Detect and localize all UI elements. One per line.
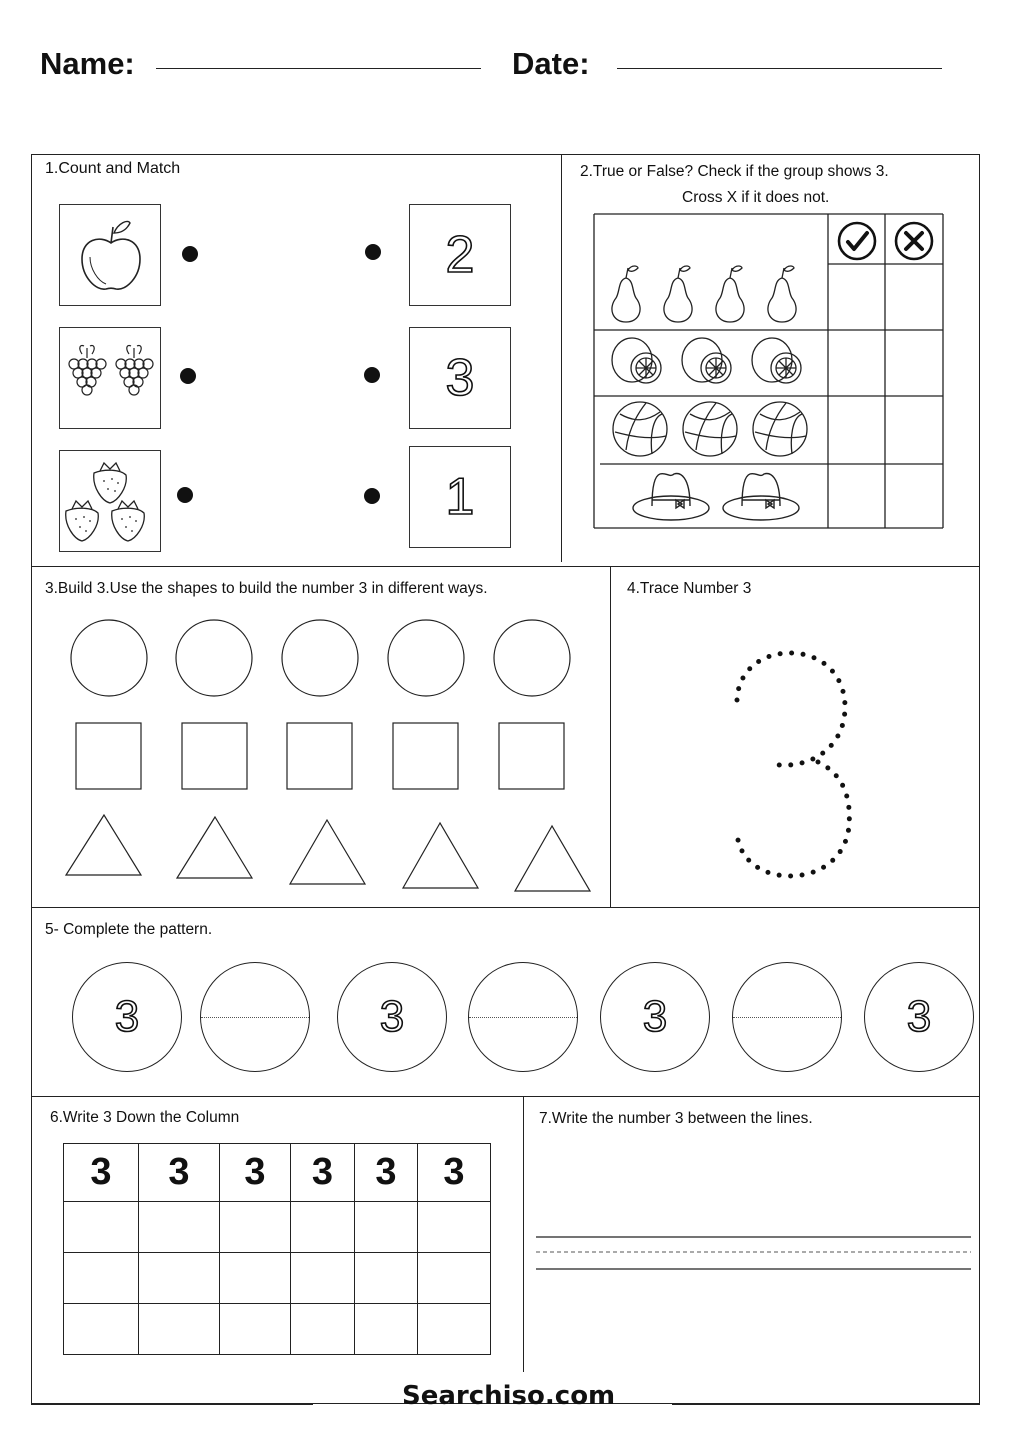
- pattern-circle: 3: [72, 962, 182, 1072]
- grid-header-cell: 3: [220, 1144, 291, 1202]
- grid-header-cell: 3: [355, 1144, 418, 1202]
- section-2-subtitle: Cross X if it does not.: [682, 189, 830, 206]
- section-5-title: 5- Complete the pattern.: [45, 921, 213, 938]
- date-label: Date:: [512, 46, 590, 81]
- footer-line: [31, 1404, 313, 1405]
- grid-header-cell: 3: [64, 1144, 139, 1202]
- section-7-title: 7.Write the number 3 between the lines.: [539, 1110, 813, 1127]
- name-label: Name:: [40, 46, 135, 81]
- footer-line: [672, 1404, 980, 1405]
- section-4-title: 4.Trace Number 3: [627, 580, 752, 597]
- section-3-title: 3.Build 3.Use the shapes to build the number 3 in different ways.: [45, 580, 488, 597]
- brand-logo: Searchiso.com: [402, 1381, 616, 1411]
- section-2-title: 2.True or False? Check if the group shows 3.: [580, 163, 889, 180]
- grid-header-cell: 3: [139, 1144, 220, 1202]
- number-box: 2: [409, 204, 511, 306]
- pattern-circle: 3: [337, 962, 447, 1072]
- pattern-circle: 3: [600, 962, 710, 1072]
- number-box: 3: [409, 327, 511, 429]
- grid-header-cell: 3: [418, 1144, 491, 1202]
- grid-header-cell: 3: [291, 1144, 355, 1202]
- section-1-title: 1.Count and Match: [45, 160, 181, 177]
- number-box: 1: [409, 446, 511, 548]
- section-6-title: 6.Write 3 Down the Column: [50, 1109, 240, 1126]
- pattern-circle: 3: [864, 962, 974, 1072]
